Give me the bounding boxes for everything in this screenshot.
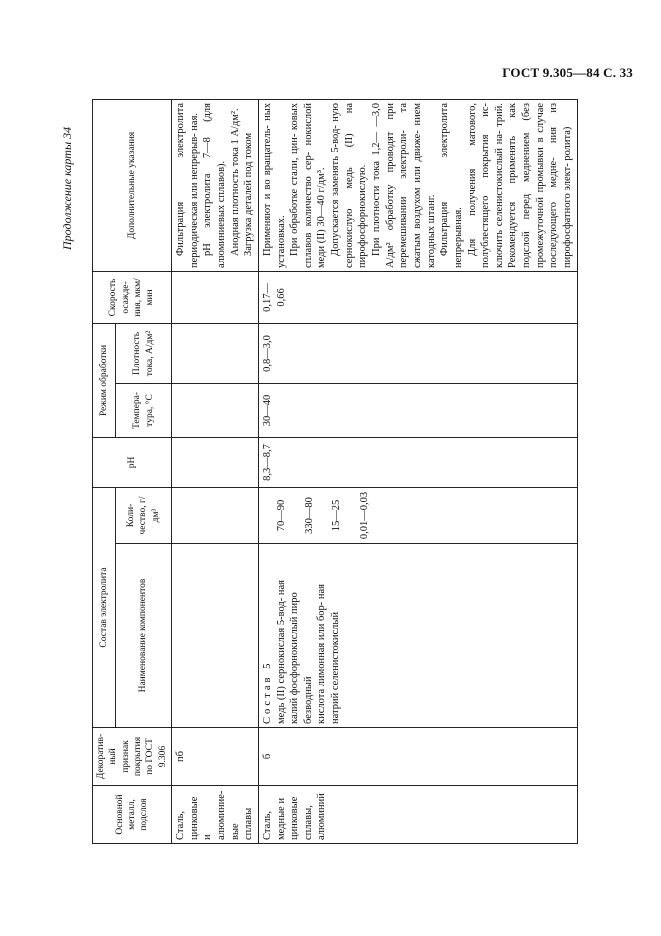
note-line: Анодная плотность тока 1 А/дм². <box>229 108 241 256</box>
note-line: Применяют и во вращатель- ных установках. <box>261 102 287 268</box>
component-name: калий фосфорнокислый пиро безводный <box>289 592 314 724</box>
header-speed: Скорость осажде- ния, мкм/мин <box>93 271 172 323</box>
cell-notes <box>258 99 577 271</box>
cell-density: 0,8—3,0 <box>258 323 577 383</box>
cell-notes <box>172 99 259 271</box>
header-composition-group: Состав электролита <box>93 487 116 727</box>
continuation-caption-text: Продолжение карты 34 <box>60 126 74 250</box>
component-name: медь (II) сернокислая 5-вод- ная <box>275 580 287 724</box>
table-row <box>258 99 577 843</box>
page-header: ГОСТ 9.305—84 С. 33 <box>502 65 633 80</box>
electrolyte-table <box>92 99 578 844</box>
spacer <box>261 491 275 540</box>
cell-temperature: 30—40 <box>258 383 577 437</box>
component-qty: 15—25 <box>331 499 343 532</box>
component-qty: 0,01—0,03 <box>358 491 370 540</box>
note-line: При плотности тока 1,2— —3,0 А/дм² обработку проводят при перемешивании электроли- та сжатым воздухом или движе- нием катодных штанг. <box>371 102 437 268</box>
component-qty: 70—90 <box>275 499 287 532</box>
cell-decorative: б <box>258 728 577 786</box>
header-quantity: Коли- чество, г/дм³ <box>116 487 172 543</box>
note-line: Для получения матового, полублестящего покрытия ис- ключить селенистокислый на- трий. Рекомендуется применять как подслой перед меднением (без промежуточной промывки в случае последующего медне- ния из пирофосфатного элект- ролита) <box>466 102 573 268</box>
rotated-table <box>92 100 573 844</box>
cell-ph <box>172 437 259 487</box>
composition-title: Состав 5 <box>261 660 273 724</box>
table-row <box>172 99 259 843</box>
note-line: Фильтрация электролита периодическая или непрерыв- ная. <box>175 102 200 268</box>
rotated-table-wrapper <box>92 100 573 844</box>
note-line: Загрузка деталей под током <box>243 132 255 256</box>
header-notes: Дополнительные указания <box>93 99 172 271</box>
header-density: Плотность тока, А/дм² <box>116 323 172 383</box>
note-line: Фильтрация электролита непрерывная. <box>439 102 464 268</box>
cell-quantity <box>172 487 259 543</box>
cell-decorative: пб <box>172 728 259 786</box>
cell-temperature <box>172 383 259 437</box>
cell-ph: 8,3—8,7 <box>258 437 577 487</box>
header-temperature: Темпера- тура, °С <box>116 383 172 437</box>
note-line: pH электролита 7—8 (для алюминиевых сплавов). <box>202 102 227 268</box>
header-component-name: Наименование компонентов <box>116 544 172 728</box>
cell-quantity <box>258 487 577 543</box>
note-line: Допускается заменять 5-вод- ную сернокислую медь (II) на пирофосфорнокислую. <box>330 102 369 268</box>
cell-component-name <box>172 544 259 728</box>
note-line: При обработке стали, цин- ковых сплавов количество сер- нокислой меди (II) 30—40 г/дм³. <box>289 102 328 268</box>
header-base-metal: Основной металл, подслоя <box>93 786 172 844</box>
continuation-caption <box>60 100 80 250</box>
component-name: кислота лимонная или бор- ная <box>316 583 328 724</box>
cell-base-metal: Сталь, цинковые и алюминие- вые сплавы <box>172 786 259 844</box>
header-decorative: Декоратив- ный признак покрытия по ГОСТ 9.306 <box>93 728 172 786</box>
component-name: натрий селенистокислый <box>330 611 342 724</box>
cell-density <box>172 323 259 383</box>
cell-component-name <box>258 544 577 728</box>
cell-base-metal: Сталь, медные и цинковые сплавы, алюминий <box>258 786 577 844</box>
header-mode-group: Режим обработки <box>93 323 116 437</box>
cell-speed <box>172 271 259 323</box>
component-qty: 330—80 <box>303 497 315 534</box>
header-ph: pH <box>93 437 172 487</box>
cell-speed: 0,17—0,66 <box>258 271 577 323</box>
